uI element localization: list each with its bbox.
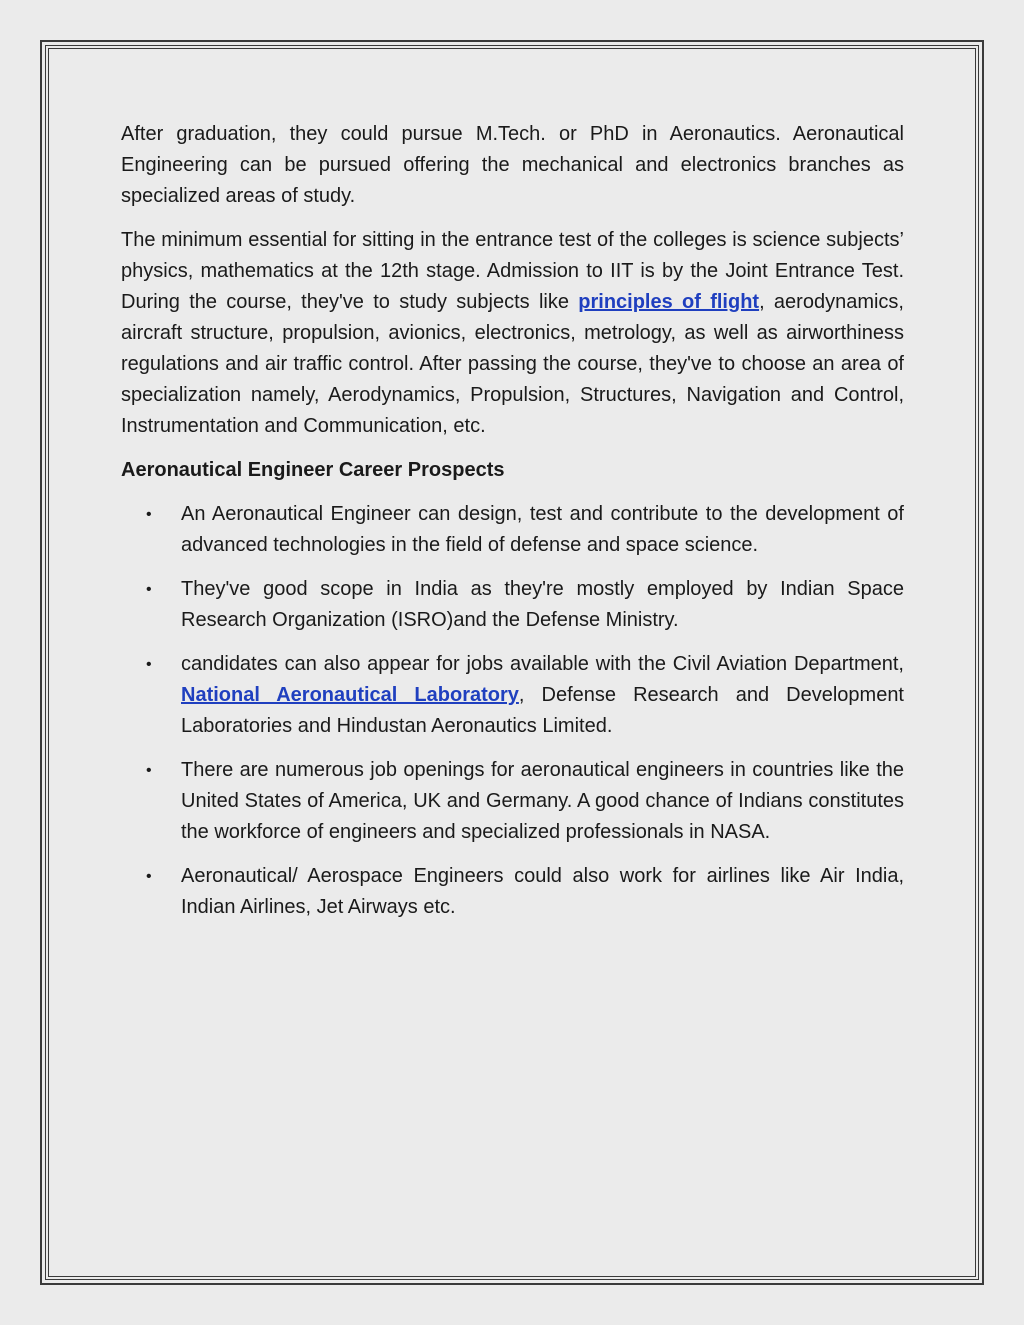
paragraph-requirements bbox=[121, 225, 904, 442]
list-item bbox=[121, 755, 904, 848]
list-item-text: An Aeronautical Engineer can design, test and contribute to the development of advanced technologies in the field of defense and space science. bbox=[181, 503, 904, 556]
document-body bbox=[121, 119, 904, 936]
list-item bbox=[121, 499, 904, 561]
bullet-icon: • bbox=[146, 506, 152, 523]
paragraph-requirements-text: The minimum essential for sitting in the entrance test of the colleges is science subjects’ physics, mathematics at the 12th stage. Admission to IIT is by the Joint Entrance Test. During the course, they've to study subjects like bbox=[121, 229, 904, 313]
link-national-aeronautical-laboratory[interactable]: National Aeronautical Laboratory bbox=[181, 684, 519, 706]
paragraph-graduation: After graduation, they could pursue M.Tech. or PhD in Aeronautics. Aeronautical Engineering can be pursued offering the mechanical and electronics branches as specialized areas of study. bbox=[121, 123, 904, 207]
bullet-icon: • bbox=[146, 762, 152, 779]
link-principles-of-flight[interactable]: principles of flight bbox=[578, 291, 760, 313]
list-item-text-tail: , Defense Research and Development Laboratories and Hindustan Aeronautics Limited. bbox=[181, 684, 904, 737]
section-heading: Aeronautical Engineer Career Prospects bbox=[121, 459, 505, 481]
list-item bbox=[121, 861, 904, 923]
list-item bbox=[121, 649, 904, 742]
bullet-icon: • bbox=[146, 868, 152, 885]
bullet-icon: • bbox=[146, 581, 152, 598]
list-item-text: There are numerous job openings for aeronautical engineers in countries like the United States of America, UK and Germany. A good chance of Indians constitutes the workforce of engineers and specialized professionals in NASA. bbox=[181, 759, 904, 843]
list-item-text: They've good scope in India as they're mostly employed by Indian Space Research Organization (ISRO)and the Defense Ministry. bbox=[181, 578, 904, 631]
list-item-text: candidates can also appear for jobs available with the Civil Aviation Department, bbox=[181, 653, 904, 675]
bullet-icon: • bbox=[146, 656, 152, 673]
career-prospects-list bbox=[121, 499, 904, 923]
list-item bbox=[121, 574, 904, 636]
paragraph-requirements-tail: , aerodynamics, aircraft structure, propulsion, avionics, electronics, metrology, as well as airworthiness regulations and air traffic control. After passing the course, they've to choose an area of specialization namely, Aerodynamics, Propulsion, Structures, Navigation and Control, Instrumentation and Communication, etc. bbox=[121, 291, 904, 437]
list-item-text: Aeronautical/ Aerospace Engineers could also work for airlines like Air India, Indian Airlines, Jet Airways etc. bbox=[181, 865, 904, 918]
